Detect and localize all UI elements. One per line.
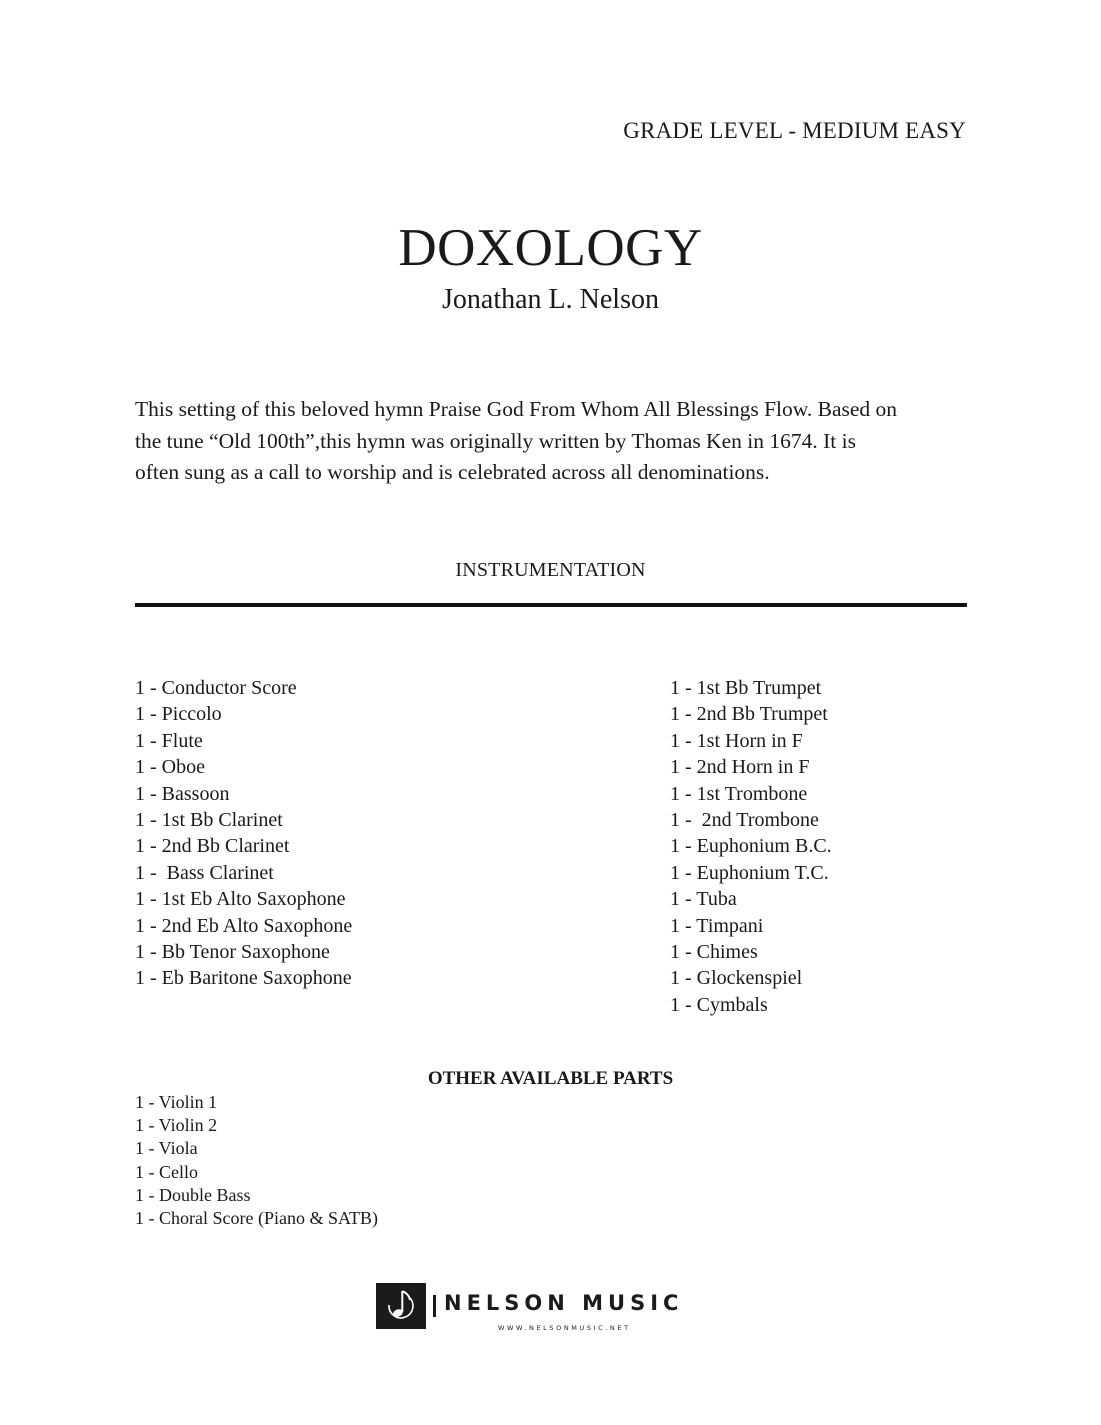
instrumentation-heading: INSTRUMENTATION [455, 559, 646, 581]
list-item: 1 - Oboe [135, 756, 205, 779]
list-item: 1 - Eb Baritone Saxophone [135, 967, 352, 990]
description-line: often sung as a call to worship and is celebrated across all denominations. [135, 460, 770, 484]
divider [135, 603, 967, 607]
list-item: 1 - 2nd Trombone [670, 809, 819, 832]
list-item: 1 - 2nd Horn in F [670, 756, 810, 779]
list-item: 1 - Euphonium B.C. [670, 835, 832, 858]
list-item: 1 - Timpani [670, 914, 764, 937]
website-url: WWW.NELSONMUSIC.NET [498, 1324, 631, 1332]
brand-name: NELSON MUSIC [444, 1291, 684, 1315]
music-note-icon [376, 1283, 426, 1329]
list-item: 1 - Cymbals [670, 993, 768, 1016]
list-item: 1 - 1st Eb Alto Saxophone [135, 888, 346, 911]
list-item: 1 - 1st Trombone [670, 782, 808, 805]
list-item: 1 - 2nd Bb Trumpet [670, 703, 828, 726]
list-item: 1 - 1st Bb Clarinet [135, 809, 283, 832]
description-line: the tune “Old 100th”,this hymn was originally written by Thomas Ken in 1674. It is [135, 428, 856, 453]
instrument-list-left [135, 675, 615, 992]
page-title: DOXOLOGY [398, 219, 703, 277]
list-item: 1 - Euphonium T.C. [670, 861, 829, 884]
description [135, 394, 985, 489]
list-item: 1 - Choral Score (Piano & SATB) [135, 1208, 378, 1229]
composer-name: Jonathan L. Nelson [442, 284, 659, 315]
list-item: 1 - Tuba [670, 888, 737, 911]
list-item: 1 - Bassoon [135, 782, 230, 805]
publisher-logo [376, 1283, 696, 1333]
list-item: 1 - 1st Horn in F [670, 729, 803, 752]
list-item: 1 - Glockenspiel [670, 967, 803, 990]
list-item: 1 - Conductor Score [135, 677, 297, 699]
list-item: 1 - Piccolo [135, 703, 222, 726]
grade-level: GRADE LEVEL - MEDIUM EASY [623, 118, 966, 143]
list-item: 1 - Flute [135, 729, 203, 752]
other-parts-list [135, 1091, 378, 1230]
list-item: 1 - Bass Clarinet [135, 861, 274, 884]
list-item: 1 - Violin 1 [135, 1092, 218, 1112]
list-item: 1 - Violin 2 [135, 1115, 218, 1136]
list-item: 1 - 2nd Bb Clarinet [135, 835, 290, 858]
list-item: 1 - Double Bass [135, 1184, 251, 1205]
list-item: 1 - Chimes [670, 941, 758, 964]
list-item: 1 - Bb Tenor Saxophone [135, 941, 330, 964]
logo-divider [433, 1295, 436, 1317]
list-item: 1 - Cello [135, 1161, 198, 1182]
list-item: 1 - Viola [135, 1138, 198, 1159]
list-item: 1 - 2nd Eb Alto Saxophone [135, 914, 353, 937]
description-line: This setting of this beloved hymn Praise God From Whom All Blessings Flow. Based on [135, 397, 898, 421]
instrument-list-right [670, 675, 970, 1018]
list-item: 1 - 1st Bb Trumpet [670, 677, 822, 699]
other-parts-heading: OTHER AVAILABLE PARTS [427, 1068, 674, 1089]
